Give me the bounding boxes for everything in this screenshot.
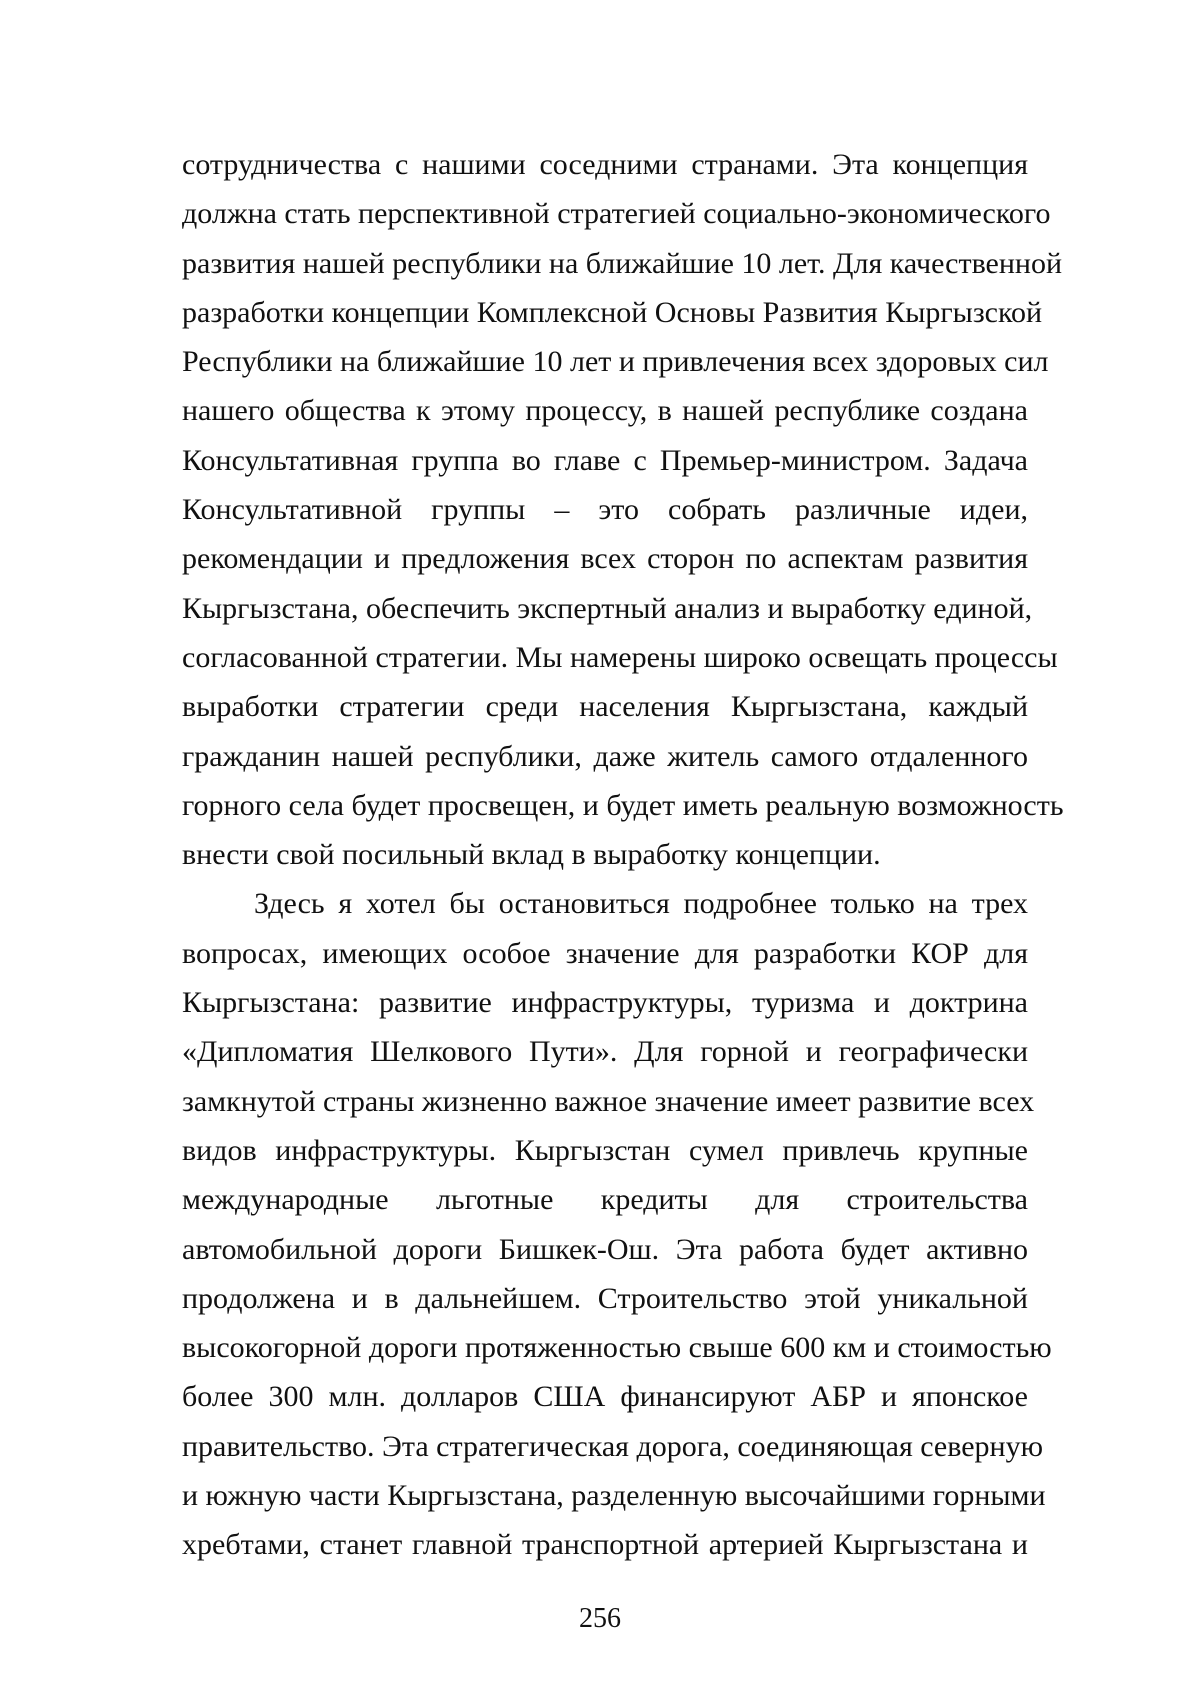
paragraph-1: [182, 140, 1064, 879]
text-line: должна стать перспективной стратегией социально-экономического: [182, 197, 1051, 231]
text-line: нашего общества к этому процессу, в нашей республике создана: [182, 394, 1028, 428]
text-line: более 300 млн. долларов США финансируют АБР и японское: [182, 1380, 1028, 1414]
text-line: рекомендации и предложения всех сторон по аспектам развития: [182, 542, 1028, 576]
text-line: высокогорной дороги протяженностью свыше 600 км и стоимостью: [182, 1331, 1052, 1365]
body-text: [182, 140, 1064, 1570]
text-line: и южную части Кыргызстана, разделенную высочайшими горными: [182, 1479, 1046, 1513]
text-line: правительство. Эта стратегическая дорога, соединяющая северную: [182, 1429, 1044, 1463]
text-line: автомобильной дороги Бишкек-Ош. Эта работа будет активно: [182, 1232, 1028, 1266]
text-line: продолжена и в дальнейшем. Строительство этой уникальной: [182, 1281, 1028, 1315]
text-line: международные льготные кредиты для строительства: [182, 1183, 1028, 1217]
text-line: сотрудничества с нашими соседними странами. Эта концепция: [182, 148, 1028, 181]
text-line: Кыргызстана, обеспечить экспертный анализ и выработку единой,: [182, 591, 1033, 625]
text-line: развития нашей республики на ближайшие 10 лет. Для качественной: [182, 246, 1063, 280]
text-line: хребтами, станет главной транспортной артерией Кыргызстана и: [182, 1528, 1028, 1562]
page-number: 256: [579, 1603, 621, 1634]
text-line: Консультативной группы – это собрать различные идеи,: [182, 493, 1028, 527]
text-line: видов инфраструктуры. Кыргызстан сумел привлечь крупные: [182, 1133, 1028, 1167]
text-line: разработки концепции Комплексной Основы Развития Кыргызской: [182, 295, 1043, 329]
text-line: выработки стратегии среди населения Кыргызстана, каждый: [182, 690, 1028, 724]
text-line: согласованной стратегии. Мы намерены широко освещать процессы: [182, 640, 1058, 674]
text-line: Республики на ближайшие 10 лет и привлечения всех здоровых сил: [182, 345, 1049, 379]
text-line: внести свой посильный вклад в выработку концепции.: [182, 838, 881, 872]
text-line: горного села будет просвещен, и будет иметь реальную возможность: [182, 788, 1064, 822]
text-line: гражданин нашей республики, даже житель самого отдаленного: [182, 739, 1028, 773]
text-line: вопросах, имеющих особое значение для разработки КОР для: [182, 936, 1028, 970]
paragraph-2: [182, 879, 1052, 1569]
text-line: «Дипломатия Шелкового Пути». Для горной и географически: [182, 1035, 1028, 1069]
text-line: Здесь я хотел бы остановиться подробнее только на трех: [254, 887, 1028, 921]
text-line: Кыргызстана: развитие инфраструктуры, туризма и доктрина: [182, 986, 1028, 1020]
text-line: замкнутой страны жизненно важное значение имеет развитие всех: [182, 1084, 1035, 1118]
text-line: Консультативная группа во главе с Премьер-министром. Задача: [182, 443, 1028, 477]
